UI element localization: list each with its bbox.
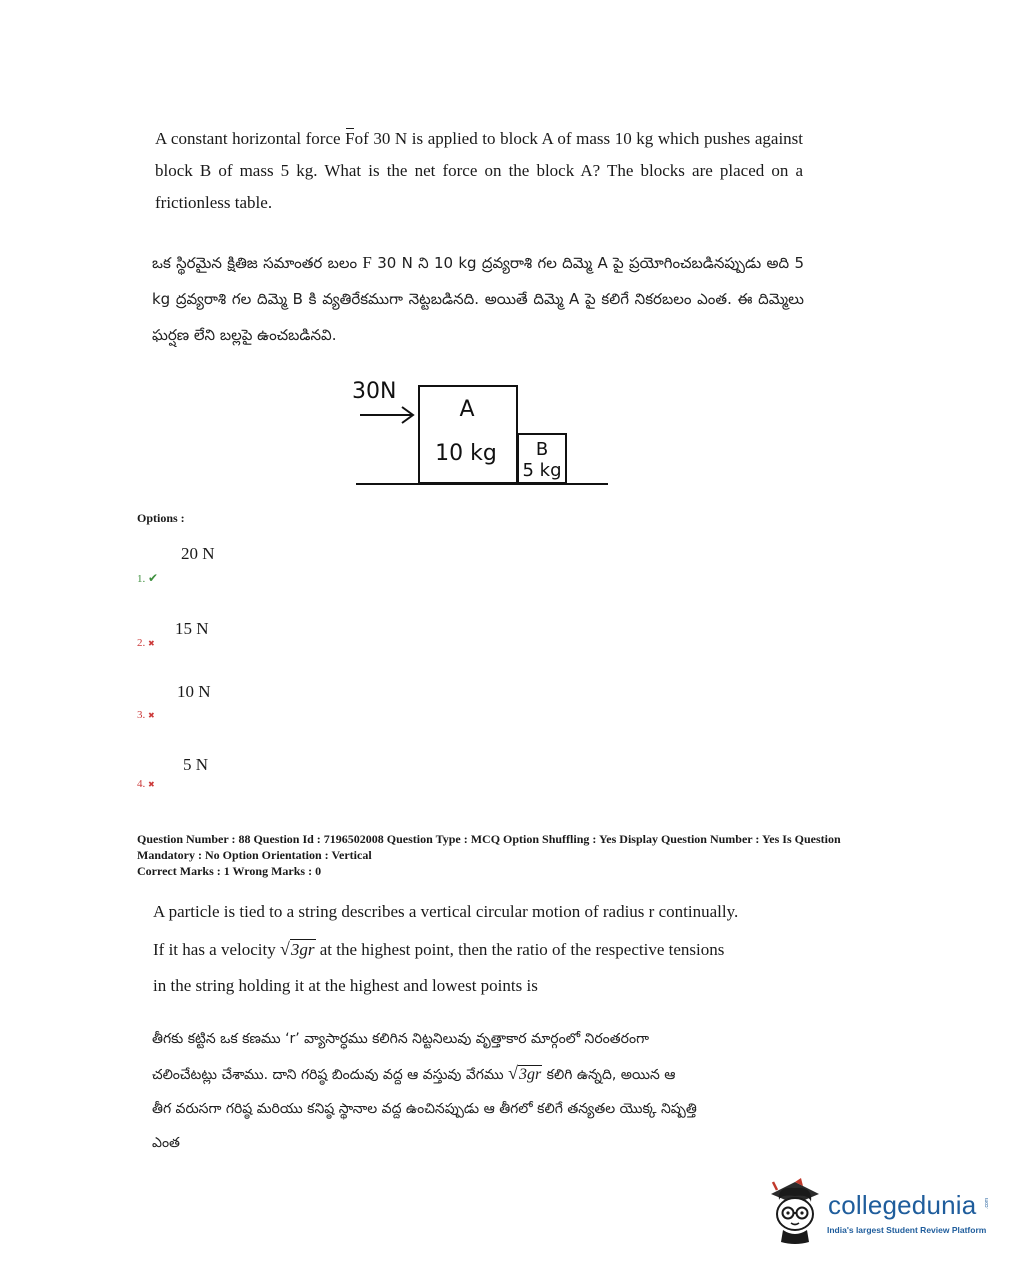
option-1-marker — [137, 571, 158, 586]
check-icon: ✔ — [148, 571, 159, 585]
block-a-mass: 10 kg — [435, 441, 497, 466]
q87-telugu-text — [152, 245, 804, 353]
option-4-number: 4. — [137, 778, 146, 790]
cross-icon: ✖ — [148, 780, 155, 789]
option-3-value: 10 N — [177, 682, 211, 701]
q87-telugu-part2: 30 N ని 10 kg ద్రవ్యరాశి గల దిమ్మె A పై ప్రయోగించబడినప్పుడు అది 5 kg ద్రవ్యరాశి గల దిమ్మె B కి వ్యతిరేకముగా నెట్టబడినది. అయితే దిమ్మె A పై కలిగే నికరబలం ఎంత. ఈ దిమ్మెలు ఘర్షణ లేని బల్లపై ఉంచబడినవి. — [152, 254, 804, 344]
option-4-value: 5 N — [183, 755, 209, 774]
q88-meta — [137, 832, 897, 880]
block-b-mass: 5 kg — [522, 460, 562, 481]
logo-suffix: .com — [984, 1198, 990, 1209]
option-1-value: 20 N — [181, 544, 215, 563]
q88-line2: If it has a velocity √3gr at the highest point, then the ratio of the respective tensions — [153, 931, 813, 969]
force-label: 30N — [352, 379, 397, 404]
block-b-label: B — [535, 439, 549, 460]
option-2-number: 2. — [137, 637, 146, 649]
q87-text-part1: A constant horizontal force — [155, 129, 346, 148]
q88-line3: in the string holding it at the highest and lowest points is — [153, 976, 538, 995]
block-a-label: A — [459, 397, 475, 422]
q88-line1: A particle is tied to a string describes a vertical circular motion of radius r continually. — [153, 902, 739, 921]
q88-english-text — [153, 894, 813, 1005]
force-symbol: F — [345, 123, 354, 155]
option-4-marker — [137, 778, 155, 790]
q88-meta-line3: Correct Marks : 1 Wrong Marks : 0 — [137, 864, 322, 878]
collegedunia-logo — [765, 1176, 995, 1248]
q87-text-part2: of 30 N is applied to block A of mass 10 kg which pushes against block B of mass 5 kg. What is the net force on the block A? The blocks are placed on a frictionless table. — [155, 129, 804, 212]
option-3-marker — [137, 709, 155, 721]
option-2-value: 15 N — [175, 619, 209, 638]
q88-telugu-line3: తీగ వరుసగా గరిష్ఠ మరియు కనిష్ఠ స్థానాల వద్ద ఉంచినప్పుడు ఆ తీగలో కలిగే తన్యతల యొక్క నిష్పత్తి — [152, 1101, 697, 1117]
mascot-icon — [765, 1176, 827, 1248]
cross-icon: ✖ — [148, 639, 155, 648]
sqrt-expression: √3gr — [280, 938, 315, 959]
q88-meta-line2: Mandatory : No Option Orientation : Vertical — [137, 847, 372, 862]
sqrt-expression-telugu: √3gr — [508, 1063, 542, 1083]
options-heading: Options : — [137, 511, 185, 525]
blocks-diagram — [340, 370, 620, 495]
option-2-marker — [137, 637, 155, 649]
logo-name: collegedunia — [828, 1190, 977, 1220]
option-1-number: 1. — [137, 573, 146, 585]
logo-tagline: India's largest Student Review Platform — [827, 1225, 987, 1235]
cross-icon: ✖ — [148, 711, 155, 720]
q88-meta-line1: Question Number : 88 Question Id : 7196502008 Question Type : MCQ Option Shuffling : Yes Display Question Number : Yes Is Question — [137, 832, 841, 846]
q88-telugu-line1: తీగకు కట్టిన ఒక కణము ‘r’ వ్యాసార్ధము కలిగిన నిట్టనిలువు వృత్తాకార మార్గంలో నిరంతరంగా — [152, 1031, 649, 1047]
q88-telugu-line4: ఎంత — [152, 1135, 180, 1151]
q88-telugu-line2: చలించేటట్లు చేశాము. దాని గరిష్ఠ బిందువు వద్ద ఆ వస్తువు వేగము √3gr కలిగి ఉన్నది, అయిన ఆ — [152, 1056, 812, 1092]
force-symbol-telugu: F — [362, 253, 372, 272]
q88-telugu-text — [152, 1022, 812, 1160]
option-3-number: 3. — [137, 709, 146, 721]
q87-telugu-part1: ఒక స్థిరమైన క్షితిజ సమాంతర బలం — [152, 254, 363, 272]
q87-english-text — [155, 123, 803, 219]
